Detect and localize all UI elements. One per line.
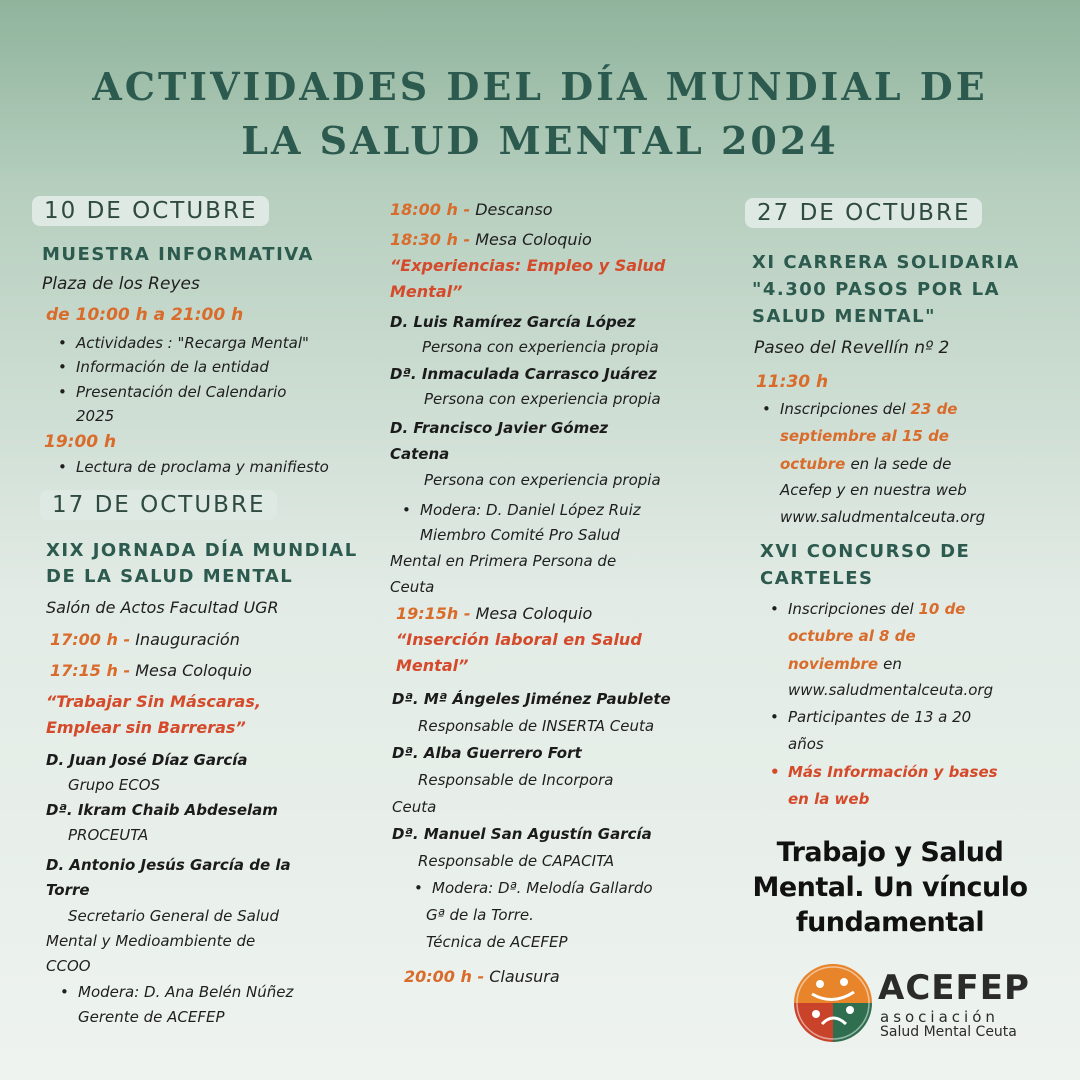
slogan: Trabajo y Salud Mental. Un vínculo fundamental <box>752 837 1028 938</box>
text: Inscripciones del <box>788 600 914 618</box>
speaker-name: Torre <box>46 881 90 899</box>
section-heading: DE LA SALUD MENTAL <box>46 566 294 587</box>
text: Inscripciones del <box>780 400 906 418</box>
speaker-name: D. Antonio Jesús García de la <box>46 856 291 874</box>
logo-subtitle: Salud Mental Ceuta <box>880 1024 1017 1040</box>
time: 19:00 h <box>44 432 117 452</box>
speaker-role: Responsable de CAPACITA <box>418 852 615 870</box>
speaker-role: Secretario General de Salud <box>68 907 280 925</box>
list-item-highlight: en la web <box>788 790 870 808</box>
list-item-cont <box>780 454 951 473</box>
highlight: octubre al 8 de <box>788 627 916 645</box>
speaker-name: D. Luis Ramírez García López <box>390 313 636 331</box>
time: 19:15h - <box>396 604 471 623</box>
list-item-cont: 2025 <box>76 407 115 425</box>
date-badge: 27 DE OCTUBRE <box>745 198 982 228</box>
section-heading: "4.300 PASOS POR LA <box>752 279 1001 300</box>
section-heading: CARTELES <box>760 568 874 589</box>
logo-name: ACEFEP <box>878 968 1030 1008</box>
activity: Inauguración <box>135 630 240 649</box>
speaker-name: Dª. Alba Guerrero Fort <box>392 744 582 762</box>
time: 18:00 h - <box>390 200 471 219</box>
list-item <box>788 600 965 618</box>
time: 17:00 h - <box>50 630 131 649</box>
session-title: “Trabajar Sin Máscaras, <box>46 692 261 711</box>
activity: Descanso <box>475 200 553 219</box>
section-heading: SALUD MENTAL" <box>752 306 936 327</box>
section-heading: XVI CONCURSO DE <box>760 541 971 562</box>
schedule-row <box>390 230 592 249</box>
time: de 10:00 h a 21:00 h <box>46 305 244 325</box>
schedule-row <box>50 661 252 680</box>
moderator-role: Ceuta <box>390 578 435 596</box>
highlight: septiembre al 15 de <box>780 427 949 445</box>
speaker-role: Mental y Medioambiente de <box>46 932 256 950</box>
schedule-row <box>390 200 553 219</box>
list-item-cont <box>788 654 902 673</box>
speaker-name: D. Juan José Díaz García <box>46 751 248 769</box>
activity: Clausura <box>489 967 560 986</box>
list-item-cont: Acefep y en nuestra web <box>780 481 967 499</box>
session-title: Emplear sin Barreras” <box>46 718 246 737</box>
moderator-role: Gª de la Torre. <box>426 906 534 924</box>
session-title: Mental” <box>390 282 463 301</box>
speaker-name: Dª. Inmaculada Carrasco Juárez <box>390 365 657 383</box>
speaker-name: Dª. Manuel San Agustín García <box>392 825 652 843</box>
highlight: octubre <box>780 455 846 473</box>
moderator-role: Gerente de ACEFEP <box>78 1008 225 1026</box>
speaker-name: Dª. Ikram Chaib Abdeselam <box>46 801 278 819</box>
logo-subtitle: asociación <box>880 1008 999 1026</box>
moderator-role: Técnica de ACEFEP <box>426 933 568 951</box>
list-item: • Participantes de 13 a 20 <box>788 708 971 726</box>
date-badge: 17 DE OCTUBRE <box>40 490 277 520</box>
place: Salón de Actos Facultad UGR <box>46 598 279 617</box>
date-badge: 10 DE OCTUBRE <box>32 196 269 226</box>
schedule-row <box>50 630 240 649</box>
schedule-row <box>396 604 592 623</box>
title-line-1: ACTIVIDADES DEL DÍA MUNDIAL DE <box>92 64 988 109</box>
title-line-2: LA SALUD MENTAL 2024 <box>241 118 839 163</box>
list-item-highlight: • Más Información y bases <box>788 763 998 781</box>
moderator-role: Miembro Comité Pro Salud <box>420 526 620 544</box>
time: 20:00 h - <box>404 967 485 986</box>
list-item: • Presentación del Calendario <box>76 383 286 401</box>
highlight: 10 de <box>918 600 966 618</box>
text: en <box>883 655 902 673</box>
speaker-role: PROCEUTA <box>68 826 149 844</box>
section-heading: XIX JORNADA DÍA MUNDIAL <box>46 540 358 561</box>
moderator: • Modera: D. Ana Belén Núñez <box>78 983 293 1001</box>
session-title: Mental” <box>396 656 469 675</box>
speaker-name: D. Francisco Javier Gómez <box>390 419 609 437</box>
place: Plaza de los Reyes <box>42 274 200 294</box>
speaker-name: Dª. Mª Ángeles Jiménez Paublete <box>392 690 671 708</box>
time: 11:30 h <box>756 372 829 392</box>
website-link: www.saludmentalceuta.org <box>788 681 994 699</box>
session-title: “Experiencias: Empleo y Salud <box>390 256 666 275</box>
activity: Mesa Coloquio <box>475 604 593 623</box>
activity: Mesa Coloquio <box>475 230 592 249</box>
list-item-cont: años <box>788 735 824 753</box>
section-heading: XI CARRERA SOLIDARIA <box>752 252 1020 273</box>
time: 17:15 h - <box>50 661 131 680</box>
moderator-role: Mental en Primera Persona de <box>390 552 617 570</box>
speaker-role: Grupo ECOS <box>68 776 161 794</box>
speaker-role: Persona con experiencia propia <box>424 471 661 489</box>
list-item <box>780 400 957 418</box>
speaker-role: Ceuta <box>392 798 437 816</box>
speaker-role: Persona con experiencia propia <box>422 338 659 356</box>
list-item: • Actividades : "Recarga Mental" <box>76 334 309 352</box>
speaker-name: Catena <box>390 445 450 463</box>
session-title: “Inserción laboral en Salud <box>396 630 642 649</box>
schedule-row <box>404 967 560 986</box>
website-link: www.saludmentalceuta.org <box>780 508 986 526</box>
place: Paseo del Revellín nº 2 <box>754 338 950 358</box>
highlight: noviembre <box>788 655 879 673</box>
moderator: • Modera: Dª. Melodía Gallardo <box>432 879 653 897</box>
list-item: • Lectura de proclama y manifiesto <box>76 458 329 476</box>
highlight: 23 de <box>910 400 958 418</box>
speaker-role: Persona con experiencia propia <box>424 390 661 408</box>
acefep-logo-icon <box>792 962 874 1044</box>
list-item: • Información de la entidad <box>76 358 269 376</box>
page-title <box>0 60 1080 168</box>
moderator: • Modera: D. Daniel López Ruiz <box>420 501 641 519</box>
activity: Mesa Coloquio <box>135 661 252 680</box>
speaker-role: Responsable de Incorpora <box>418 771 614 789</box>
section-heading: MUESTRA INFORMATIVA <box>42 244 314 265</box>
speaker-role: Responsable de INSERTA Ceuta <box>418 717 655 735</box>
speaker-role: CCOO <box>46 957 91 975</box>
time: 18:30 h - <box>390 230 471 249</box>
text: en la sede de <box>850 455 952 473</box>
